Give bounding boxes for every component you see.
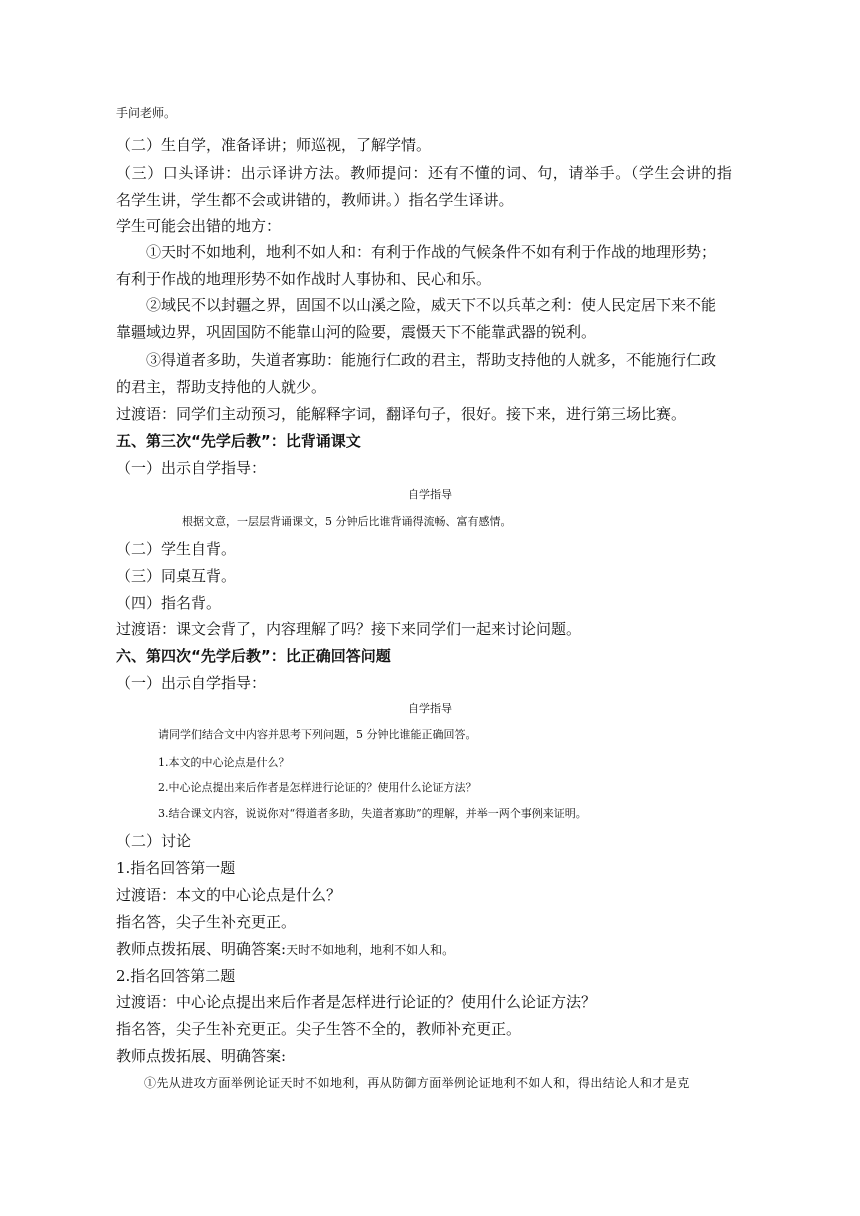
text-line: 靠疆域边界，巩固国防不能靠山河的险要，震慑天下不能靠武器的锐利。	[116, 323, 597, 341]
section-heading: 六、第四次“先学后教”：比正确回答问题	[116, 647, 391, 665]
text-line: 教师点拨拓展、明确答案:	[116, 1047, 287, 1065]
text-line: 1.指名回答第一题	[116, 859, 236, 877]
text-line: 过渡语：课文会背了，内容理解了吗？接下来同学们一起来讨论问题。	[116, 620, 582, 638]
box-question: 3.结合课文内容，说说你对“得道者多助，失道者寡助”的理解，并举一两个事例来证明。	[158, 807, 587, 820]
text-line: （一）出示自学指导：	[116, 459, 267, 477]
text-line	[116, 939, 454, 960]
text-line: 指名答，尖子生补充更正。尖子生答不全的，教师补充更正。	[116, 1020, 522, 1038]
text-line: （四）指名背。	[116, 594, 222, 612]
text-line: 手问老师。	[116, 106, 177, 120]
text-line: 过渡语：中心论点提出来后作者是怎样进行论证的？使用什么论证方法？	[116, 993, 597, 1011]
answer-label: 教师点拨拓展、明确答案:	[116, 940, 287, 958]
text-line: （二）生自学，准备译讲；师巡视，了解学情。	[116, 136, 432, 154]
box-question: 1.本文的中心论点是什么？	[158, 756, 290, 769]
box-text: 根据文意，一层层背诵课文，5 分钟后比谁背诵得流畅、富有感情。	[182, 515, 512, 528]
text-line: ③得道者多助，失道者寡助：能施行仁政的君主，帮助支持他的人就多，不能施行仁政	[146, 351, 717, 369]
text-line: 指名答，尖子生补充更正。	[116, 913, 297, 931]
box-title: 自学指导	[408, 702, 452, 715]
text-line: 学生可能会出错的地方：	[116, 217, 282, 235]
text-line: 过渡语：本文的中心论点是什么？	[116, 886, 342, 904]
box-title: 自学指导	[408, 488, 452, 501]
text-line: （二）学生自背。	[116, 540, 237, 558]
text-line: （二）讨论	[116, 832, 192, 850]
text-line: ①先从进攻方面举例论证天时不如地利，再从防御方面举例论证地利不如人和，得出结论人和才是克	[144, 1076, 690, 1090]
text-line: 过渡语：同学们主动预习，能解释字词，翻译句子，很好。接下来，进行第三场比赛。	[116, 405, 687, 423]
answer-text: 天时不如地利，地利不如人和。	[286, 943, 455, 957]
text-line: ①天时不如地利，地利不如人和：有利于作战的气候条件不如有利于作战的地理形势；	[146, 243, 717, 261]
text-line: 的君主，帮助支持他的人就少。	[116, 378, 327, 396]
text-line: 有利于作战的地理形势不如作战时人事协和、民心和乐。	[116, 270, 492, 288]
text-line: ②域民不以封疆之界，固国不以山溪之险，威天下不以兵革之利：使人民定居下来不能	[146, 296, 717, 314]
box-text: 请同学们结合文中内容并思考下列问题，5 分钟比谁能正确回答。	[158, 728, 477, 741]
text-line: （三）口头译讲：出示译讲方法。教师提问：还有不懂的词、句，请举手。（学生会讲的指	[116, 164, 733, 182]
text-line: （一）出示自学指导：	[116, 674, 267, 692]
text-line: （三）同桌互背。	[116, 567, 237, 585]
section-heading: 五、第三次“先学后教”：比背诵课文	[116, 432, 361, 450]
box-question: 2.中心论点提出来后作者是怎样进行论证的？使用什么论证方法？	[158, 781, 477, 794]
text-line: 名学生讲，学生都不会或讲错的，教师讲。）指名学生译讲。	[116, 191, 514, 209]
text-line: 2.指名回答第二题	[116, 967, 236, 985]
